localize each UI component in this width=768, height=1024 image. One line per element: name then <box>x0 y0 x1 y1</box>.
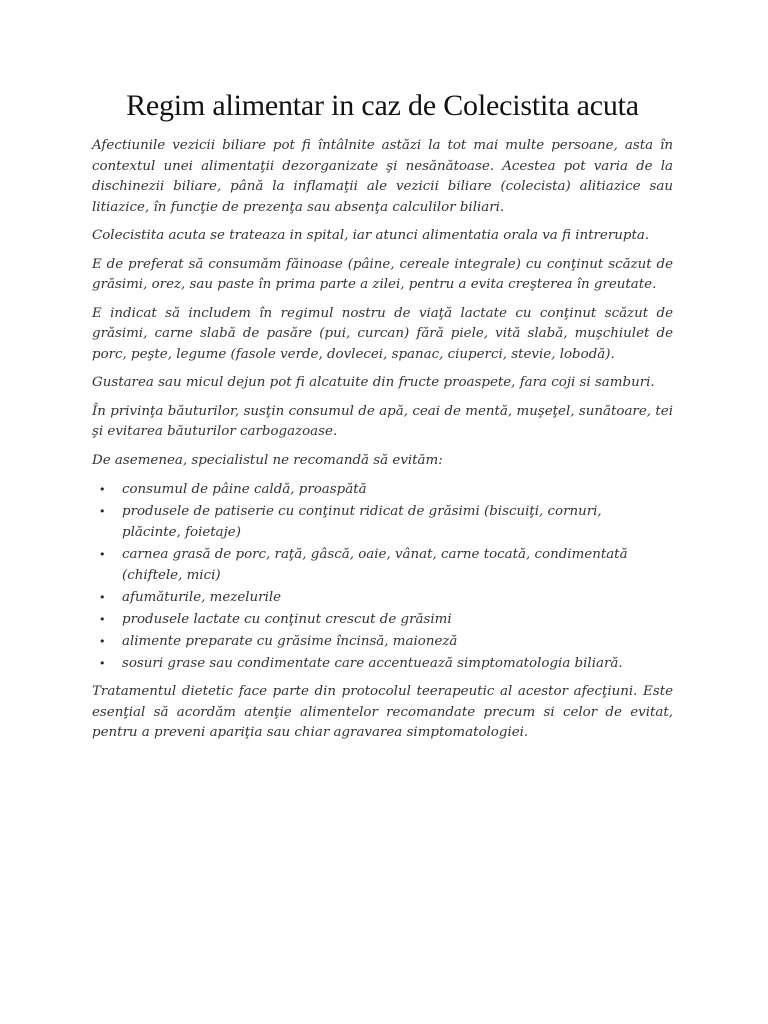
avoid-list <box>92 479 673 674</box>
paragraph-avoid-intro: De asemenea, specialistul ne recomandă să evităm: <box>92 452 443 468</box>
list-item <box>92 653 662 674</box>
bullet-icon: • <box>99 483 106 496</box>
bullet-icon: • <box>99 657 106 670</box>
list-item-text: consumul de pâine caldă, proaspătă <box>122 482 367 497</box>
list-item-text: afumăturile, mezelurile <box>122 590 282 605</box>
paragraph-breakfast: Gustarea sau micul dejun pot fi alcatuite din fructe proaspete, fara coji si samburi. <box>92 375 655 390</box>
paragraph-starches: E de preferat să consumăm făinoase (pâine, cereale integrale) cu conţinut scăzut de grăsimi, orez, sau paste în prima parte a zilei, pentru a evita creşterea în greutate. <box>92 256 673 292</box>
paragraph-recommended-foods: E indicat să includem în regimul nostru de viaţă lactate cu conţinut scăzut de grăsimi, carne slabă de pasăre (pui, curcan) fără piele, vită slabă, muşchiulet de porc, peşte, legume (fasole verde, dovlecei, spanac, ciuperci, stevie, lobodă). <box>92 305 673 362</box>
paragraph-hospital: Colecistita acuta se trateaza in spital, iar atunci alimentatia orala va fi intrerupta. <box>92 228 650 243</box>
bullet-icon: • <box>99 548 106 561</box>
list-item <box>92 631 662 652</box>
list-item <box>92 587 662 608</box>
paragraph-drinks: În privinţa băuturilor, susţin consumul de apă, ceai de mentă, muşeţel, sunătoare, tei şi evitarea băuturilor carbogazoase. <box>92 403 673 439</box>
list-item <box>92 609 662 630</box>
list-item-text: alimente preparate cu grăsime încinsă, maioneză <box>122 634 458 649</box>
list-item-text: sosuri grase sau condimentate care accentuează simptomatologia biliară. <box>122 656 623 671</box>
bullet-icon: • <box>99 591 106 604</box>
paragraph-intro: Afectiunile vezicii biliare pot fi întâlnite astăzi la tot mai multe persoane, asta în contextul unei alimentaţii dezorganizate şi nesănătoase. Acestea pot varia de la dischinezii biliare, până la inflamaţii ale vezicii biliare (colecista) alitiazice sau litiazice, în funcţie de prezenţa sau absenţa calculilor biliari. <box>92 138 673 215</box>
list-item-text: produsele de patiserie cu conţinut ridicat de grăsimi (biscuiţi, cornuri, plăcinte, foietaje) <box>122 504 602 540</box>
bullet-icon: • <box>99 505 106 518</box>
bullet-icon: • <box>99 613 106 626</box>
bullet-icon: • <box>99 635 106 648</box>
document-page <box>92 86 673 752</box>
document-title: Regim alimentar in caz de Colecistita acuta <box>126 89 639 122</box>
list-item <box>92 501 662 543</box>
paragraph-conclusion: Tratamentul dietetic face parte din protocolul teerapeutic al acestor afecţiuni. Este esenţial să acordăm atenţie alimentelor recomandate precum si celor de evitat, pentru a preveni apariţia sau chiar agravarea simptomatologiei. <box>92 684 673 740</box>
list-item-text: carnea grasă de porc, raţă, gâscă, oaie, vânat, carne tocată, condimentată (chiftele, mici) <box>122 547 628 583</box>
list-item <box>92 544 662 586</box>
list-item <box>92 479 662 500</box>
list-item-text: produsele lactate cu conţinut crescut de grăsimi <box>122 612 452 627</box>
